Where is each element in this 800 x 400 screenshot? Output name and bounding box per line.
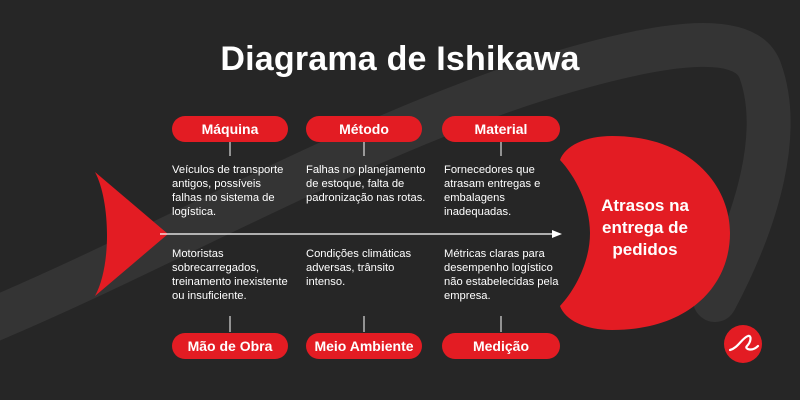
- cause-mao-de-obra: Motoristas sobrecarregados, treinamento inexistente ou insuficiente.: [172, 248, 288, 302]
- category-meio-ambiente: Meio Ambiente: [306, 333, 422, 359]
- cause-medicao: Métricas claras para desempenho logístico não estabelecidas pela empresa.: [444, 248, 559, 302]
- spine-arrow-head-icon: [552, 230, 562, 238]
- category-metodo: Método: [306, 116, 422, 142]
- cause-material: Fornecedores que atrasam entregas e embalagens inadequadas.: [444, 164, 541, 218]
- cause-maquina: Veículos de transporte antigos, possíveis falhas no sistema de logística.: [172, 164, 284, 218]
- cause-metodo: Falhas no planejamento de estoque, falta de padronização nas rotas.: [306, 164, 426, 204]
- category-material: Material: [442, 116, 560, 142]
- cause-meio-ambiente: Condições climáticas adversas, trânsito intenso.: [306, 248, 412, 288]
- effect-label: Atrasos na entrega de pedidos: [601, 196, 689, 259]
- category-medicao: Medição: [442, 333, 560, 359]
- brand-logo-icon: [724, 325, 762, 363]
- page-title: Diagrama de Ishikawa: [220, 40, 580, 78]
- category-mao-de-obra: Mão de Obra: [172, 333, 288, 359]
- category-maquina: Máquina: [172, 116, 288, 142]
